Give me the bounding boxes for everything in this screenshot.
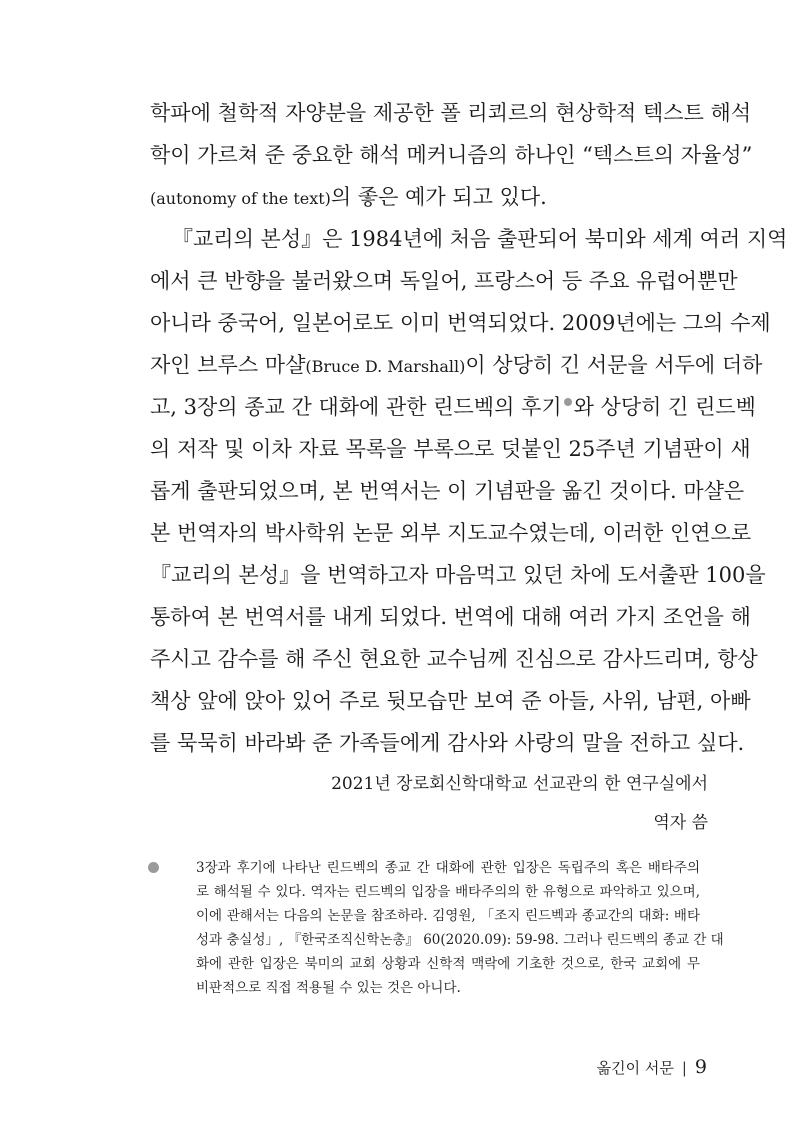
footer-separator: |: [681, 1059, 687, 1077]
signature-author: 역자 씀: [653, 813, 708, 833]
footnote-line: 이에 관해서는 다음의 논문을 참조하라. 김영원, 「조지 린드벡과 종교간의 대화: 배타: [196, 908, 700, 924]
footnote-line: 3장과 후기에 나타난 린드벡의 종교 간 대화에 관한 입장은 독립주의 혹은 배타주의: [196, 860, 700, 876]
footnote-bullet-icon: [148, 862, 159, 873]
signature-place: 2021년 장로회신학대학교 선교관의 한 연구실에서: [331, 774, 708, 794]
page-footer: [597, 1055, 707, 1080]
body-line: 의 저작 및 이차 자료 목록을 부록으로 덧붙인 25주년 기념판이 새: [150, 437, 751, 461]
body-line-rest: 의 좋은 예가 되고 있다.: [330, 185, 547, 209]
body-line: 책상 앞에 앉아 있어 주로 뒷모습만 보여 준 아들, 사위, 남편, 아빠: [150, 689, 751, 713]
body-line: [150, 176, 710, 218]
footer-section-title: 옮긴이 서문: [596, 1059, 674, 1077]
footnote-marker-icon[interactable]: [564, 398, 572, 406]
body-text: [150, 92, 788, 764]
footnote-line: 성과 충실성」, 『한국조직신학논총』 60(2020.09): 59-98. 그러나 린드벡의 종교 간 대: [196, 932, 724, 948]
body-line-english: (autonomy of the text): [150, 189, 331, 208]
body-line: 학이 가르쳐 준 중요한 해석 메커니즘의 하나인 “텍스트의 자율성”: [150, 143, 753, 167]
body-line-rest: 이 상당히 긴 서문을 서두에 더하: [465, 353, 763, 377]
body-line: 아니라 중국어, 일본어로도 이미 번역되었다. 2009년에는 그의 수제: [150, 311, 771, 335]
body-line: [150, 344, 763, 386]
body-line-rest: 와 상당히 긴 린드벡: [573, 395, 756, 419]
body-line: 롭게 출판되었으며, 본 번역서는 이 기념판을 옮긴 것이다. 마샬은: [150, 479, 745, 503]
body-line: 주시고 감수를 해 주신 현요한 교수님께 진심으로 감사드리며, 항상: [150, 647, 758, 671]
footnote-line: 화에 관한 입장은 북미의 교회 상황과 신학적 맥락에 기초한 것으로, 한국 교회에 무: [196, 956, 700, 972]
body-line: 에서 큰 반향을 불러왔으며 독일어, 프랑스어 등 주요 유럽어뿐만: [150, 269, 738, 293]
footnote-line: 로 해석될 수 있다. 역자는 린드벡의 입장을 배타주의의 한 유형으로 파악하고 있으며,: [196, 884, 700, 900]
body-line: 통하여 본 번역서를 내게 되었다. 번역에 대해 여러 가지 조언을 해: [150, 605, 751, 629]
footnote-line: 비판적으로 직접 적용될 수 있는 것은 아니다.: [196, 980, 461, 996]
body-line: 『교리의 본성』을 번역하고자 마음먹고 있던 차에 도서출판 100을: [150, 563, 766, 587]
body-line: [150, 386, 756, 428]
body-line: 학파에 철학적 자양분을 제공한 폴 리쾨르의 현상학적 텍스트 해석: [150, 101, 752, 125]
body-line-english: (Bruce D. Marshall): [305, 357, 466, 376]
body-line: 를 묵묵히 바라봐 준 가족들에게 감사와 사랑의 말을 전하고 싶다.: [150, 731, 745, 755]
body-line: 『교리의 본성』은 1984년에 처음 출판되어 북미와 세계 여러 지역: [172, 227, 788, 251]
body-line: 본 번역자의 박사학위 논문 외부 지도교수였는데, 이러한 인연으로: [150, 521, 752, 545]
body-line-pre: 자인 브루스 마샬: [150, 353, 306, 377]
page-number: 9: [694, 1056, 707, 1078]
body-line-pre: 고, 3장의 종교 간 대화에 관한 린드벡의 후기: [150, 395, 562, 419]
footnote: [196, 856, 724, 1000]
